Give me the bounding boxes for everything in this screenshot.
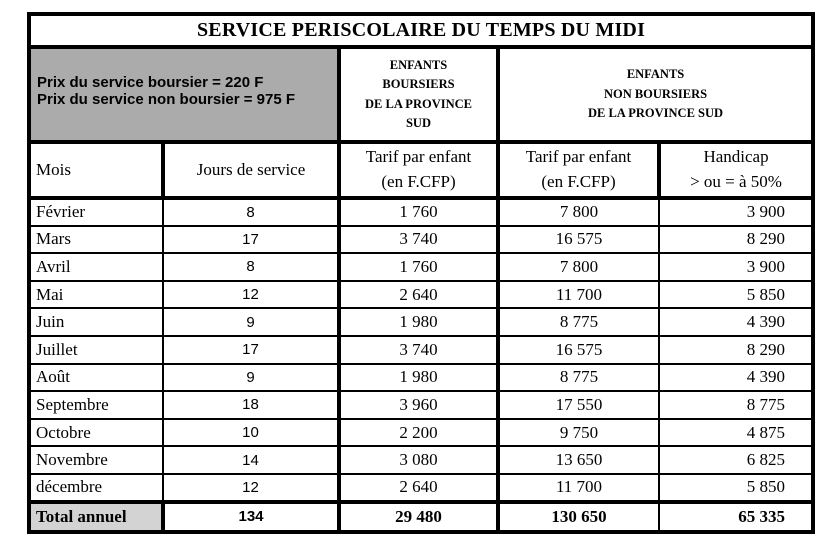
cell-mois: Octobre bbox=[29, 419, 163, 447]
table-row bbox=[29, 198, 813, 226]
pricing-line-boursier: Prix du service boursier = 220 F bbox=[37, 74, 264, 91]
table-row bbox=[29, 253, 813, 281]
pricing-line-non-boursier: Prix du service non boursier = 975 F bbox=[37, 91, 296, 108]
cell-jours: 8 bbox=[163, 253, 339, 281]
cell-tarif-non-boursier: 8 775 bbox=[498, 364, 659, 392]
total-handicap: 65 335 bbox=[659, 502, 813, 532]
cell-jours: 10 bbox=[163, 419, 339, 447]
table-row bbox=[29, 308, 813, 336]
total-label: Total annuel bbox=[29, 502, 163, 532]
col-header-handicap: Handicap > ou = à 50% bbox=[659, 142, 813, 198]
cell-jours: 18 bbox=[163, 391, 339, 419]
cell-mois: décembre bbox=[29, 474, 163, 502]
pricing-note-box bbox=[29, 47, 339, 142]
cell-tarif-boursier: 1 760 bbox=[339, 253, 498, 281]
cell-tarif-non-boursier: 16 575 bbox=[498, 336, 659, 364]
cell-handicap: 5 850 bbox=[659, 281, 813, 309]
cell-jours: 12 bbox=[163, 474, 339, 502]
cell-mois: Juillet bbox=[29, 336, 163, 364]
table-row bbox=[29, 281, 813, 309]
cell-handicap: 8 290 bbox=[659, 226, 813, 254]
cell-tarif-boursier: 3 960 bbox=[339, 391, 498, 419]
table-row bbox=[29, 474, 813, 502]
total-tarif-non-boursier: 130 650 bbox=[498, 502, 659, 532]
cell-tarif-boursier: 3 740 bbox=[339, 336, 498, 364]
total-jours: 134 bbox=[163, 502, 339, 532]
group-header-non-boursiers: ENFANTS NON BOURSIERS DE LA PROVINCE SUD bbox=[498, 47, 813, 142]
col-header-jours: Jours de service bbox=[163, 142, 339, 198]
cell-handicap: 8 775 bbox=[659, 391, 813, 419]
table-row bbox=[29, 364, 813, 392]
col-header-mois: Mois bbox=[29, 142, 163, 198]
cell-tarif-boursier: 1 980 bbox=[339, 308, 498, 336]
cell-tarif-boursier: 2 640 bbox=[339, 474, 498, 502]
col-header-tarif-non-boursier: Tarif par enfant (en F.CFP) bbox=[498, 142, 659, 198]
cell-tarif-boursier: 1 760 bbox=[339, 198, 498, 226]
cell-handicap: 8 290 bbox=[659, 336, 813, 364]
cell-handicap: 3 900 bbox=[659, 253, 813, 281]
cell-tarif-non-boursier: 13 650 bbox=[498, 446, 659, 474]
cell-tarif-non-boursier: 7 800 bbox=[498, 253, 659, 281]
cell-mois: Août bbox=[29, 364, 163, 392]
cell-jours: 17 bbox=[163, 336, 339, 364]
cell-handicap: 4 875 bbox=[659, 419, 813, 447]
col-header-tarif-boursier: Tarif par enfant (en F.CFP) bbox=[339, 142, 498, 198]
group-header-row bbox=[29, 47, 813, 142]
cell-jours: 17 bbox=[163, 226, 339, 254]
cell-handicap: 3 900 bbox=[659, 198, 813, 226]
cell-mois: Juin bbox=[29, 308, 163, 336]
title-row bbox=[29, 14, 813, 47]
cell-mois: Février bbox=[29, 198, 163, 226]
table-row bbox=[29, 226, 813, 254]
cell-jours: 8 bbox=[163, 198, 339, 226]
table-row bbox=[29, 336, 813, 364]
cell-handicap: 6 825 bbox=[659, 446, 813, 474]
cell-mois: Mars bbox=[29, 226, 163, 254]
cell-mois: Septembre bbox=[29, 391, 163, 419]
table-row bbox=[29, 446, 813, 474]
column-header-row bbox=[29, 142, 813, 198]
cell-tarif-non-boursier: 11 700 bbox=[498, 474, 659, 502]
cell-handicap: 4 390 bbox=[659, 308, 813, 336]
cell-mois: Novembre bbox=[29, 446, 163, 474]
cell-mois: Mai bbox=[29, 281, 163, 309]
cell-tarif-non-boursier: 7 800 bbox=[498, 198, 659, 226]
cell-tarif-boursier: 2 640 bbox=[339, 281, 498, 309]
cell-tarif-non-boursier: 9 750 bbox=[498, 419, 659, 447]
cell-handicap: 5 850 bbox=[659, 474, 813, 502]
table-row bbox=[29, 419, 813, 447]
page-title: SERVICE PERISCOLAIRE DU TEMPS DU MIDI bbox=[29, 14, 813, 47]
table-row bbox=[29, 391, 813, 419]
cell-tarif-non-boursier: 17 550 bbox=[498, 391, 659, 419]
cell-tarif-non-boursier: 8 775 bbox=[498, 308, 659, 336]
cell-jours: 14 bbox=[163, 446, 339, 474]
cell-tarif-non-boursier: 11 700 bbox=[498, 281, 659, 309]
cell-jours: 9 bbox=[163, 308, 339, 336]
cell-tarif-non-boursier: 16 575 bbox=[498, 226, 659, 254]
cell-handicap: 4 390 bbox=[659, 364, 813, 392]
cell-jours: 12 bbox=[163, 281, 339, 309]
cell-tarif-boursier: 3 740 bbox=[339, 226, 498, 254]
total-row bbox=[29, 502, 813, 532]
total-tarif-boursier: 29 480 bbox=[339, 502, 498, 532]
group-header-boursiers: ENFANTS BOURSIERS DE LA PROVINCE SUD bbox=[339, 47, 498, 142]
cell-mois: Avril bbox=[29, 253, 163, 281]
cell-tarif-boursier: 2 200 bbox=[339, 419, 498, 447]
cell-jours: 9 bbox=[163, 364, 339, 392]
cell-tarif-boursier: 3 080 bbox=[339, 446, 498, 474]
cell-tarif-boursier: 1 980 bbox=[339, 364, 498, 392]
tariff-table bbox=[27, 12, 815, 534]
